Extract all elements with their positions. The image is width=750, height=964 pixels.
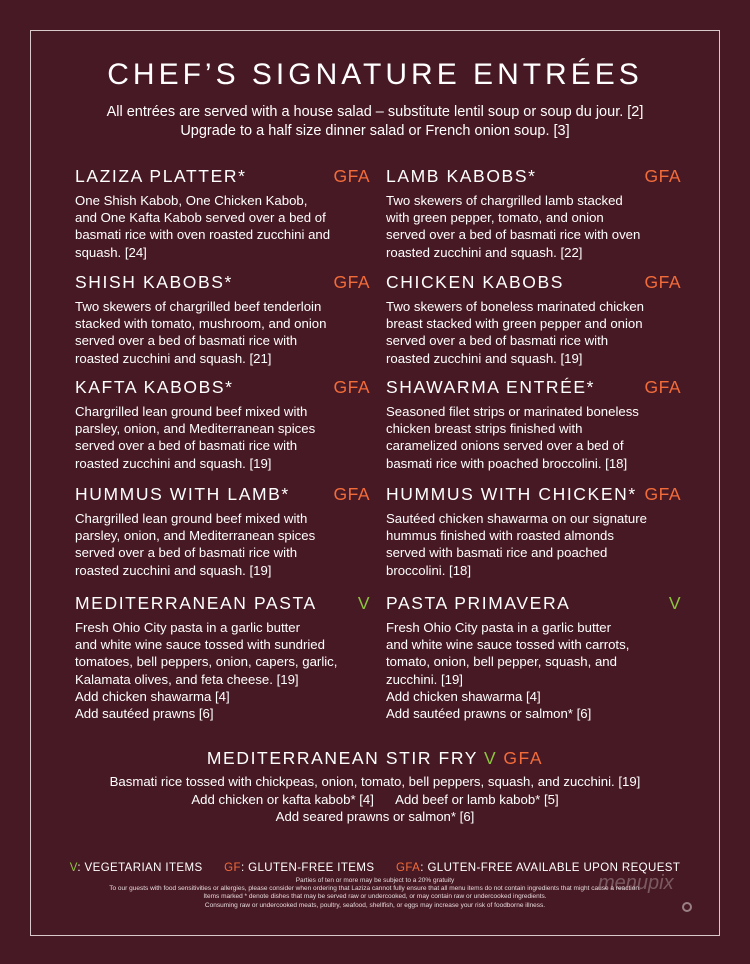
- desc-line: basmati rice with poached broccolini. [18]: [386, 455, 628, 471]
- legend-v-key: V: [69, 862, 78, 874]
- desc-line: roasted zucchini and squash. [19]: [386, 350, 583, 366]
- item-description: [75, 619, 370, 722]
- item-description: [0, 773, 750, 826]
- desc-line: roasted zucchini and squash. [22]: [386, 244, 583, 260]
- gfa-badge: GFA: [644, 166, 681, 186]
- legend-gf-text: : GLUTEN-FREE ITEMS: [240, 862, 375, 874]
- desc-line: squash. [24]: [75, 244, 147, 260]
- desc-line: hummus finished with roasted almonds: [386, 528, 614, 544]
- item-name: SHAWARMA ENTRÉE*: [386, 377, 596, 397]
- desc-line: tomatoes, bell peppers, onion, capers, garlic,: [75, 654, 338, 670]
- desc-line: served over a bed of basmati rice with oven: [386, 227, 641, 243]
- desc-line: roasted zucchini and squash. [19]: [75, 562, 272, 578]
- desc-line: Chargrilled lean ground beef mixed with: [75, 404, 308, 419]
- desc-line: Chargrilled lean ground beef mixed with: [75, 511, 308, 526]
- fine-print-line: Consuming raw or undercooked meats, poultry, seafood, shellfish, or eggs may increase your risk of foodborne illness.: [204, 901, 546, 909]
- legend-gfa-text: : GLUTEN-FREE AVAILABLE UPON REQUEST: [420, 862, 681, 874]
- desc-line: and white wine sauce tossed with sundried: [75, 637, 325, 653]
- desc-line: Fresh Ohio City pasta in a garlic butter: [386, 620, 612, 635]
- desc-line: Fresh Ohio City pasta in a garlic butter: [75, 620, 301, 635]
- gfa-badge: GFA: [333, 484, 370, 504]
- page-title: CHEF’S SIGNATURE ENTRÉES: [107, 58, 643, 91]
- add-on-line: Add chicken shawarma [4]: [386, 688, 541, 704]
- desc-line: zucchini. [19]: [386, 671, 463, 687]
- fine-print-line: Parties of ten or more may be subject to a 20% gratuity: [295, 877, 455, 884]
- item-description: [75, 510, 370, 579]
- item-name: SHISH KABOBS*: [75, 272, 233, 292]
- add-on-line: Add chicken or kafta kabob* [4] Add beef or lamb kabob* [5]: [191, 791, 559, 807]
- item-description: [75, 298, 370, 367]
- intro-line: Upgrade to a half size dinner salad or French onion soup. [3]: [180, 123, 570, 139]
- add-on-line: Add sautéed prawns or salmon* [6]: [386, 706, 592, 722]
- item-name: LAMB KABOBS*: [386, 166, 537, 186]
- item-description: [75, 192, 370, 261]
- menu-item-lamb-kabobs: [386, 166, 681, 261]
- desc-line: broccolini. [18]: [386, 562, 472, 578]
- item-name: MEDITERRANEAN STIR FRY: [206, 748, 479, 768]
- desc-line: roasted zucchini and squash. [21]: [75, 350, 272, 366]
- menu-item-laziza-platter: [75, 166, 370, 261]
- watermark-logo-icon: [682, 902, 692, 912]
- menu-item-shish-kabobs: [75, 272, 370, 367]
- item-description: [386, 192, 681, 261]
- desc-line: and white wine sauce tossed with carrots,: [386, 637, 630, 653]
- item-name: PASTA PRIMAVERA: [386, 593, 571, 613]
- vegetarian-badge: V: [357, 593, 370, 613]
- desc-line: and One Kafta Kabob served over a bed of: [75, 210, 326, 226]
- menu-item-mediterranean-pasta: [75, 593, 370, 722]
- menu-item-hummus-with-chicken: [386, 484, 681, 579]
- desc-line: breast stacked with green pepper and onion: [386, 316, 643, 332]
- intro-text: [0, 103, 750, 141]
- legend-v-text: : VEGETARIAN ITEMS: [77, 862, 203, 874]
- item-name: KAFTA KABOBS*: [75, 377, 234, 397]
- fine-print-line: To our guests with food sensitivities or allergies, please consider when ordering that Laziza cannot fully ensure that all menu items do not contain ingredients that might cause a reaction.: [109, 885, 641, 893]
- desc-line: chicken breast strips finished with: [386, 421, 583, 437]
- intro-line: All entrées are served with a house salad – substitute lentil soup or soup du jour. [2]: [106, 104, 644, 120]
- desc-line: tomato, onion, bell pepper, squash, and: [386, 654, 617, 670]
- desc-line: basmati rice with oven roasted zucchini and: [75, 227, 331, 243]
- desc-line: roasted zucchini and squash. [19]: [75, 455, 272, 471]
- desc-line: Two skewers of chargrilled beef tenderloin: [75, 299, 322, 314]
- add-on-line: Add chicken shawarma [4]: [75, 688, 230, 704]
- item-name: HUMMUS WITH CHICKEN*: [386, 484, 637, 504]
- desc-line: stacked with tomato, mushroom, and onion: [75, 316, 327, 332]
- add-on-line: Add sautéed prawns [6]: [75, 706, 214, 722]
- desc-line: Two skewers of boneless marinated chicken: [386, 299, 645, 314]
- item-description: [386, 510, 681, 579]
- menu-item-kafta-kabobs: [75, 377, 370, 472]
- item-name: HUMMUS WITH LAMB*: [75, 484, 290, 504]
- desc-line: served with basmati rice and poached: [386, 545, 608, 561]
- gfa-badge: GFA: [644, 272, 681, 292]
- desc-line: served over a bed of basmati rice with: [75, 333, 298, 349]
- menu-item-chicken-kabobs: [386, 272, 681, 367]
- item-description: [386, 619, 681, 722]
- vegetarian-badge: V: [668, 593, 681, 613]
- item-description: [386, 298, 681, 367]
- gfa-badge: GFA: [333, 166, 370, 186]
- desc-line: Basmati rice tossed with chickpeas, onion, tomato, bell peppers, squash, and zucchini. [19]: [109, 774, 641, 789]
- gfa-badge: GFA: [503, 748, 544, 768]
- legend-gf-key: GF: [224, 862, 241, 874]
- gfa-badge: GFA: [644, 484, 681, 504]
- desc-line: parsley, onion, and Mediterranean spices: [75, 528, 316, 544]
- desc-line: served over a bed of basmati rice with: [386, 333, 609, 349]
- legend-gfa-key: GFA: [396, 862, 421, 874]
- menupix-watermark: menupix: [598, 872, 674, 894]
- gfa-badge: GFA: [644, 377, 681, 397]
- menu-item-hummus-with-lamb: [75, 484, 370, 579]
- desc-line: with green pepper, tomato, and onion: [386, 210, 604, 226]
- item-name: LAZIZA PLATTER*: [75, 166, 247, 186]
- desc-line: Kalamata olives, and feta cheese. [19]: [75, 671, 299, 687]
- add-on-line: Add seared prawns or salmon* [6]: [275, 809, 475, 824]
- menu-item-pasta-primavera: [386, 593, 681, 722]
- item-description: [75, 403, 370, 472]
- fine-print-line: Items marked * denote dishes that may be served raw or undercooked, or may contain raw or undercooked ingredients.: [203, 893, 547, 901]
- desc-line: Two skewers of chargrilled lamb stacked: [386, 193, 623, 208]
- desc-line: caramelized onions served over a bed of: [386, 438, 624, 454]
- desc-line: served over a bed of basmati rice with: [75, 438, 298, 454]
- desc-line: One Shish Kabob, One Chicken Kabob,: [75, 193, 308, 208]
- desc-line: Seasoned filet strips or marinated boneless: [386, 404, 639, 419]
- gfa-badge: GFA: [333, 272, 370, 292]
- gfa-badge: GFA: [333, 377, 370, 397]
- desc-line: parsley, onion, and Mediterranean spices: [75, 421, 316, 437]
- item-description: [386, 403, 681, 472]
- desc-line: served over a bed of basmati rice with: [75, 545, 298, 561]
- menu-item-shawarma-entree: [386, 377, 681, 472]
- menu-item-mediterranean-stir-fry: [0, 748, 750, 826]
- vegetarian-badge: V: [484, 748, 498, 768]
- item-name: CHICKEN KABOBS: [386, 272, 564, 292]
- desc-line: Sautéed chicken shawarma on our signature: [386, 511, 647, 526]
- item-name: MEDITERRANEAN PASTA: [75, 593, 317, 613]
